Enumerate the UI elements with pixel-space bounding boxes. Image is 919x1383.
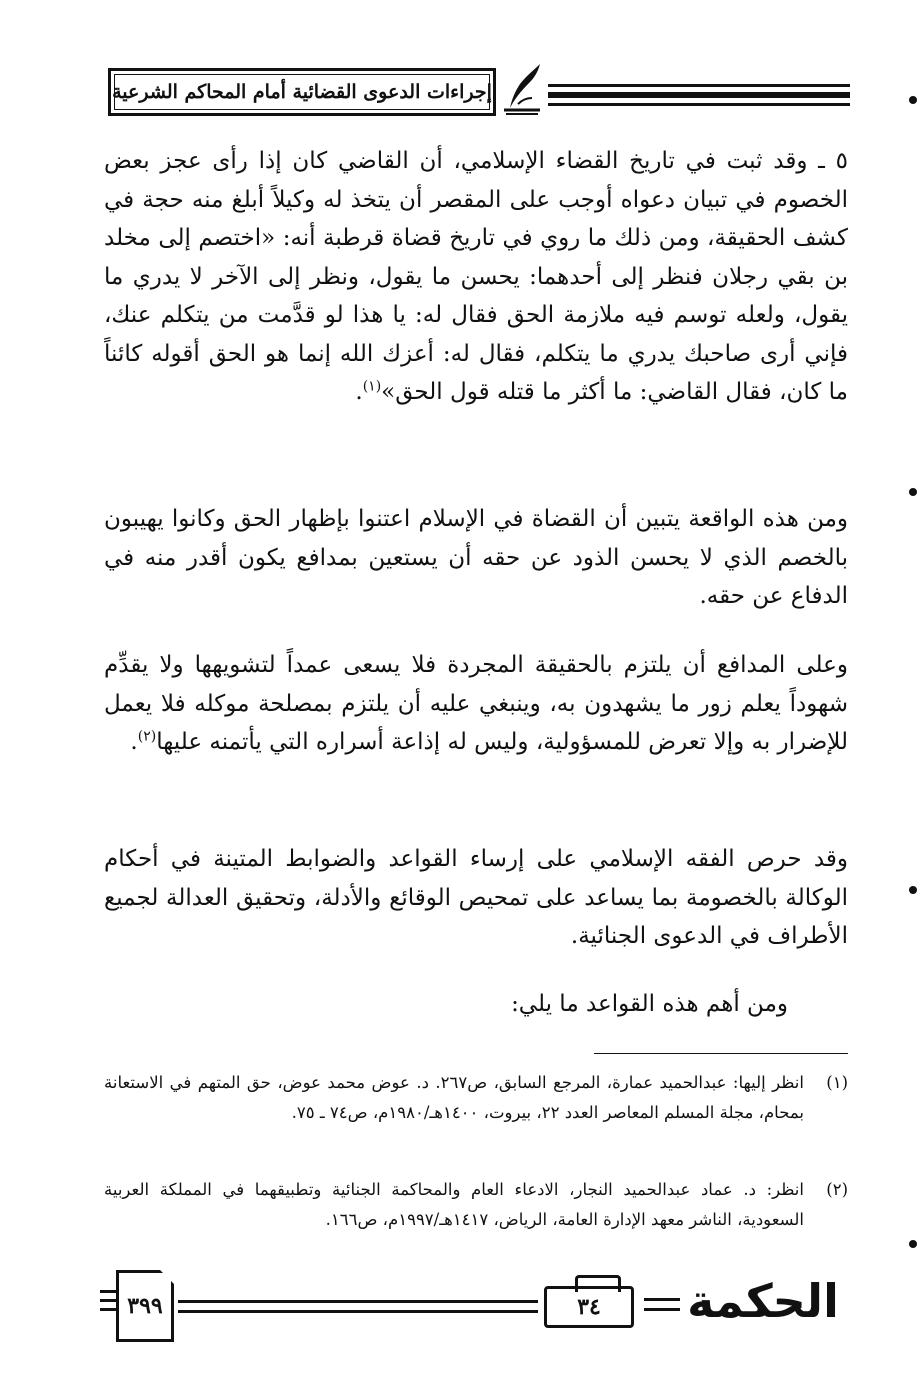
page-number-rules xyxy=(100,1290,116,1317)
margin-dot xyxy=(909,1240,917,1248)
journal-name: الحكمة xyxy=(687,1274,839,1328)
paragraph-1 xyxy=(104,142,848,412)
paragraph-3-end: . xyxy=(130,729,138,755)
footnote-2-number: (٢) xyxy=(826,1180,848,1199)
footnote-separator xyxy=(594,1053,848,1054)
footer-rule xyxy=(644,1298,680,1301)
issue-number: ٣٤ xyxy=(577,1294,601,1320)
paragraph-2-text: ومن هذه الواقعة يتبين أن القضاة في الإسلام اعتنوا بإظهار الحق وكانوا يهيبون بالخصم الذي لا يحسن الذود عن حقه أن يستعين بمدافع يكون أقدر منه في الدفاع عن حقه. xyxy=(104,506,848,609)
footer-rule xyxy=(178,1300,538,1303)
paragraph-2 xyxy=(104,500,848,616)
footnote-1-text: انظر إليها: عبدالحميد عمارة، المرجع السابق، ص٢٦٧. د. عوض محمد عوض، حق المتهم في الاستعانة بمحام، مجلة المسلم المعاصر العدد ٢٢، بيروت، ١٤٠٠هـ/١٩٨٠م، ص٧٤ ـ ٧٥. xyxy=(104,1073,804,1122)
quill-icon xyxy=(500,60,544,116)
issue-number-box xyxy=(544,1286,634,1328)
margin-dot xyxy=(909,96,917,104)
paragraph-3-text: وعلى المدافع أن يلتزم بالحقيقة المجردة فلا يسعى عمداً لتشويهها ولا يقدِّم شهوداً يعلم زور ما يشهدون به، وينبغي عليه أن يلتزم بمصلحة موكله فلا يعمل للإضرار به وإلا تعرض للمسؤولية، وليس له إذاعة أسراره التي يأتمنه عليها xyxy=(104,652,848,755)
margin-dot xyxy=(909,488,917,496)
footer-rule xyxy=(644,1308,680,1311)
journal-logo xyxy=(688,1270,838,1332)
paragraph-5 xyxy=(104,985,848,1024)
page-number-box xyxy=(116,1270,174,1342)
footnote-ref-2[interactable]: (٢) xyxy=(137,728,157,745)
margin-dot xyxy=(909,886,917,894)
footnote-2-text: انظر: د. عماد عبدالحميد النجار، الادعاء العام والمحاكمة الجنائية وتطبيقهما في المملكة العربية السعودية، الناشر معهد الإدارة العامة، الرياض، ١٤١٧هـ/١٩٩٧م، ص١٦٦. xyxy=(104,1180,804,1229)
header-rule xyxy=(548,92,850,98)
footnote-ref-1[interactable]: (١) xyxy=(362,378,382,395)
paragraph-3 xyxy=(104,646,848,762)
header-rule xyxy=(548,84,850,87)
paragraph-1-text: ٥ ـ وقد ثبت في تاريخ القضاء الإسلامي، أن القاضي كان إذا رأى عجز بعض الخصوم في تبيان دعواه أوجب على المقصر أن يتخذ له وكيلاً أبلغ منه حجة في كشف الحقيقة، ومن ذلك ما روي في تاريخ قضاة قرطبة أنه: «اختصم إلى مخلد بن بقي رجلان فنظر إلى أحدهما: يحسن ما يقول، ونظر إلى الآخر لا يدري ما يقول، ولعله توسم فيه ملازمة الحق فقال له: يا هذا لو قدَّمت من يتكلم عنك، فإني أرى صاحبك يدري ما يتكلم، فقال له: أعزك الله إنما هو الحق أقوله كائناً ما كان، فقال القاضي: ما أكثر ما قتله قول الحق» xyxy=(104,148,848,405)
footnote-2 xyxy=(104,1175,848,1235)
running-header-title xyxy=(108,68,496,116)
header-title-text: إجراءات الدعوى القضائية أمام المحاكم الشرعية xyxy=(112,81,492,103)
paragraph-4-text: وقد حرص الفقه الإسلامي على إرساء القواعد والضوابط المتينة في أحكام الوكالة بالخصومة بما يساعد على تمحيص الوقائع والأدلة، وتحقيق العدالة لجميع الأطراف في الدعوى الجنائية. xyxy=(104,846,848,949)
paragraph-4 xyxy=(104,840,848,956)
footnote-1 xyxy=(104,1068,848,1128)
paragraph-5-text: ومن أهم هذه القواعد ما يلي: xyxy=(511,991,788,1017)
page-number: ٣٩٩ xyxy=(127,1293,163,1319)
paragraph-1-end: . xyxy=(355,379,363,405)
footer-rule xyxy=(178,1310,538,1313)
header-rule xyxy=(548,103,850,106)
footnote-1-number: (١) xyxy=(826,1073,848,1092)
